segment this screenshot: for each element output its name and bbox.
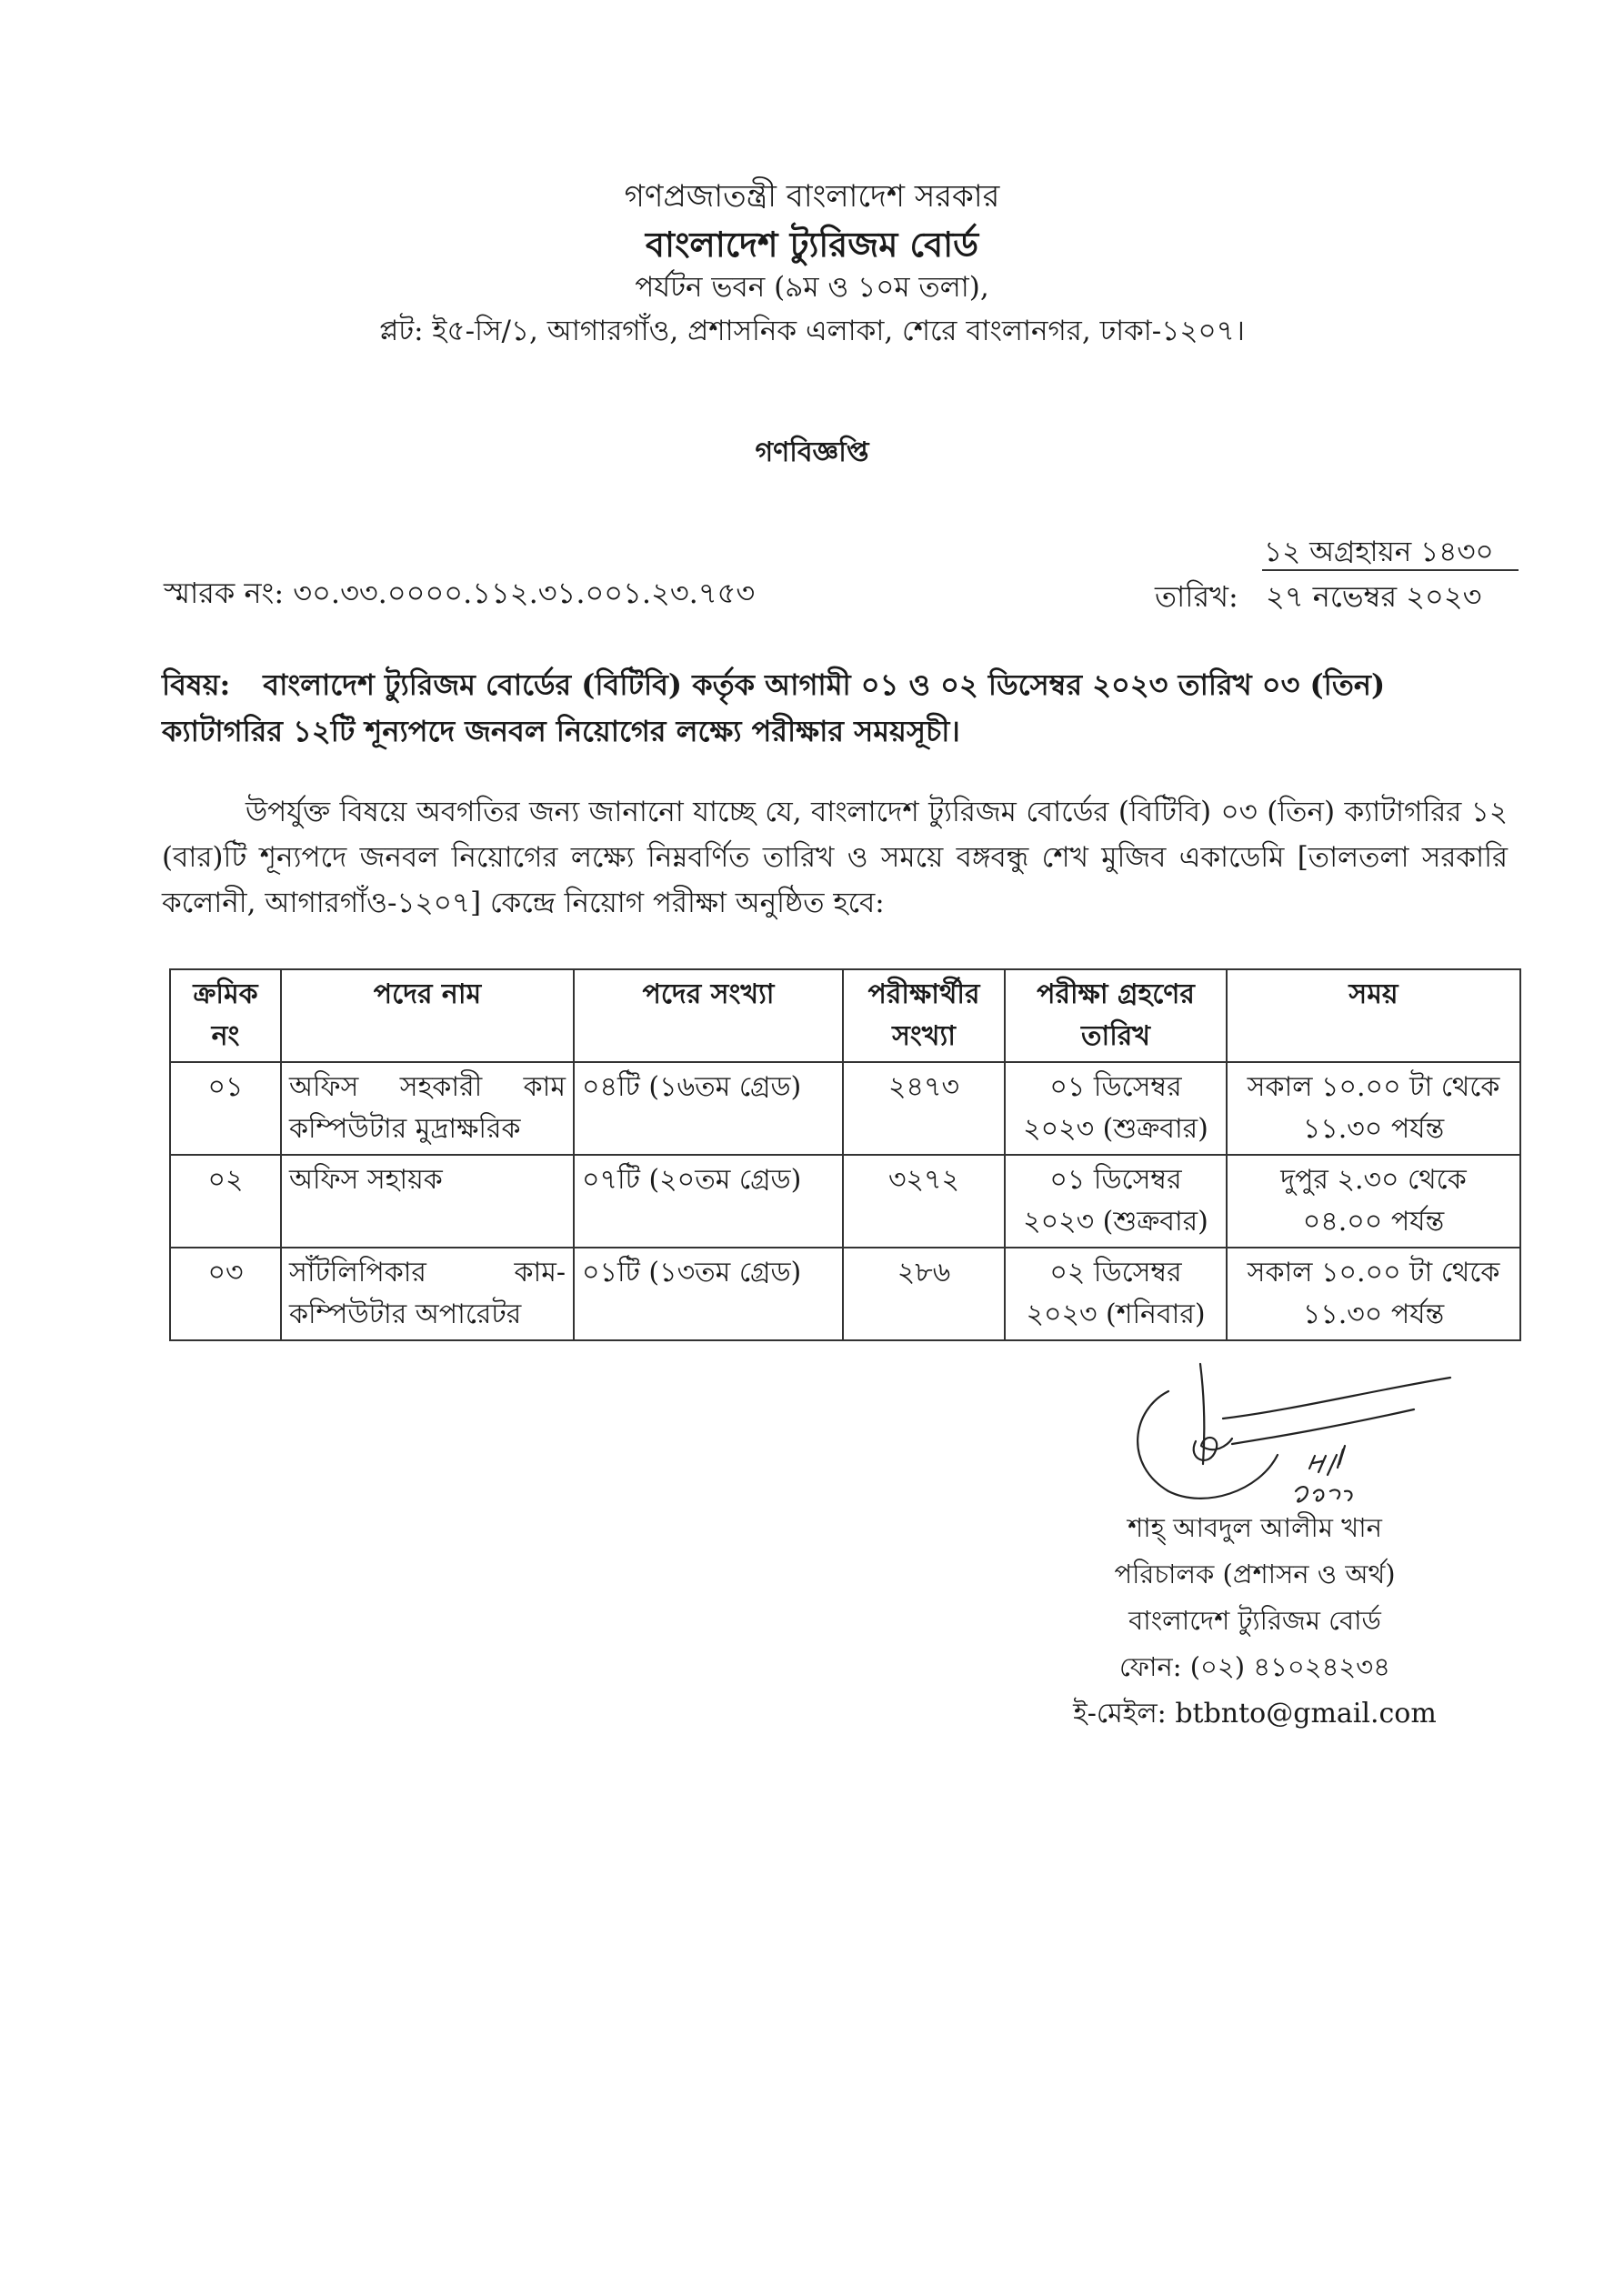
table-header-row (170, 969, 1520, 1062)
time-line: সকাল ১০.০০ টা থেকে (1247, 1257, 1500, 1288)
time-line: ০৪.০০ পর্যন্ত (1302, 1206, 1445, 1238)
post-name-cell (281, 1155, 574, 1248)
time-line: ১১.৩০ পর্যন্ত (1302, 1298, 1445, 1330)
time-line: সকাল ১০.০০ টা থেকে (1247, 1071, 1500, 1103)
exam-date-cell (1005, 1155, 1227, 1248)
memo-value: ৩০.৩৩.০০০০.১১২.৩১.০০১.২৩.৭৫৩ (293, 576, 756, 610)
signatory-email (982, 1690, 1528, 1737)
time-cell (1227, 1155, 1520, 1248)
serial-cell: ০২ (170, 1155, 281, 1248)
post-count-cell: ০৭টি (২০তম গ্রেড) (574, 1155, 843, 1248)
memo-label: স্মারক নং: (164, 576, 285, 610)
post-name-line: অফিস সহকারী কাম (289, 1071, 566, 1103)
header-candidate-count: পরীক্ষার্থীর সংখ্যা (843, 969, 1005, 1062)
header-exam-date: পরীক্ষা গ্রহণের তারিখ (1005, 969, 1227, 1062)
post-name-line: সাঁটলিপিকার কাম- (289, 1257, 566, 1288)
memo-number (164, 570, 755, 619)
table-row (170, 1248, 1520, 1340)
time-cell (1227, 1062, 1520, 1155)
post-name-cell (281, 1248, 574, 1340)
header-post-count: পদের সংখ্যা (574, 969, 843, 1062)
table-row (170, 1155, 1520, 1248)
post-count-cell: ০৪টি (১৬তম গ্রেড) (574, 1062, 843, 1155)
time-line: ১১.৩০ পর্যন্ত (1302, 1113, 1445, 1145)
exam-date-line: ২০২৩ (শনিবার) (1026, 1298, 1206, 1330)
address-line: প্লট: ই৫-সি/১, আগারগাঁও, প্রশাসনিক এলাকা, শেরে বাংলানগর, ঢাকা-১২০৭। (379, 315, 1245, 347)
exam-date-line: ০১ ডিসেম্বর (1049, 1071, 1182, 1103)
exam-date-line: ২০২৩ (শুক্রবার) (1023, 1206, 1208, 1238)
date-value: ২৭ নভেম্বর ২০২৩ (1266, 579, 1482, 614)
bengali-date: ১২ অগ্রহায়ন ১৪৩০ (1264, 536, 1494, 568)
signatory-organization: বাংলাদেশ ট্যুরিজম বোর্ড (1128, 1605, 1381, 1636)
building-line: পর্যটন ভবন (৯ম ও ১০ম তলা), (635, 271, 989, 304)
issue-date (1155, 574, 1481, 623)
signatory-block (982, 1505, 1528, 1737)
exam-date-cell (1005, 1062, 1227, 1155)
serial-cell: ০১ (170, 1062, 281, 1155)
notice-title: গণবিজ্ঞপ্তি (755, 436, 869, 468)
post-name-cell (281, 1062, 574, 1155)
exam-date-line: ২০২৩ (শুক্রবার) (1023, 1113, 1208, 1145)
post-name-line: অফিস সহায়ক (289, 1164, 443, 1196)
signatory-phone: ফোন: (০২) ৪১০২৪২৩৪ (1119, 1651, 1390, 1682)
date-divider (1262, 569, 1519, 571)
subject-text: বাংলাদেশ ট্যুরিজম বোর্ডের (বিটিবি) কর্তৃক আগামী ০১ ও ০২ ডিসেম্বর ২০২৩ তারিখ ০৩ (তিন) ক্যাটাগরির ১২টি শূন্যপদে জনবল নিয়োগের লক্ষ্যে পরীক্ষার সময়সূচী। (162, 667, 1386, 748)
header-serial: ক্রমিক নং (170, 969, 281, 1062)
date-label: তারিখ: (1155, 579, 1238, 614)
subject-label: বিষয়: (162, 667, 231, 702)
email-value: btbnto@gmail.com (1175, 1698, 1437, 1730)
government-name: গণপ্রজাতন্ত্রী বাংলাদেশ সরকার (624, 178, 1000, 215)
exam-date-cell (1005, 1248, 1227, 1340)
schedule-table (169, 968, 1521, 1341)
post-name-line: কম্পিউটার অপারেটর (289, 1298, 522, 1330)
header-time: সময় (1227, 969, 1520, 1062)
signatory-designation: পরিচালক (প্রশাসন ও অর্থ) (1114, 1559, 1396, 1589)
post-count-cell: ০১টি (১৩তম গ্রেড) (574, 1248, 843, 1340)
signature-image (1114, 1355, 1459, 1509)
subject (162, 662, 1508, 755)
candidate-count-cell: ৩২৭২ (843, 1155, 1005, 1248)
signatory-name: শাহ্ আবদুল আলীম খান (1128, 1512, 1382, 1543)
post-name-line: কম্পিউটার মুদ্রাক্ষরিক (289, 1113, 521, 1145)
exam-date-line: ০২ ডিসেম্বর (1049, 1257, 1182, 1288)
time-line: দুপুর ২.৩০ থেকে (1280, 1164, 1467, 1196)
table-row (170, 1062, 1520, 1155)
serial-cell: ০৩ (170, 1248, 281, 1340)
candidate-count-cell: ২৪৭৩ (843, 1062, 1005, 1155)
email-label: ই-মেইল: (1073, 1698, 1167, 1730)
header-post-name: পদের নাম (281, 969, 574, 1062)
exam-date-line: ০১ ডিসেম্বর (1049, 1164, 1182, 1196)
organization-name: বাংলাদেশ ট্যুরিজম বোর্ড (645, 224, 979, 265)
candidate-count-cell: ২৮৬ (843, 1248, 1005, 1340)
time-cell (1227, 1248, 1520, 1340)
body-paragraph: উপর্যুক্ত বিষয়ে অবগতির জন্য জানানো যাচ্ছে যে, বাংলাদেশ ট্যুরিজম বোর্ডের (বিটিবি) ০৩ (তিন) ক্যাটাগরির ১২ (বার)টি শূন্যপদে জনবল নিয়োগের লক্ষ্যে নিম্নবর্ণিত তারিখ ও সময়ে বঙ্গবন্ধু শেখ মুজিব একাডেমি [তালতলা সরকারি কলোনী, আগারগাঁও-১২০৭] কেন্দ্রে নিয়োগ পরীক্ষা অনুষ্ঠিত হবে: (162, 796, 1508, 919)
